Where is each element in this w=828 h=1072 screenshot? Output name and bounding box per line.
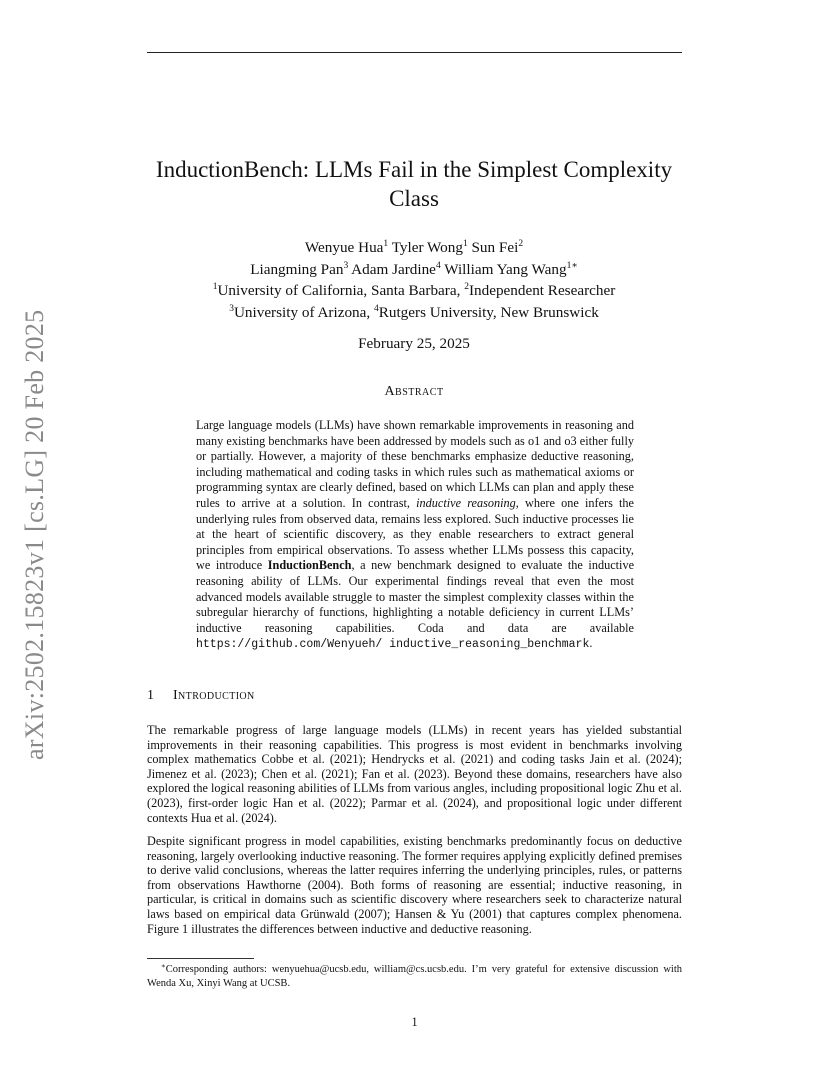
affiliation-mark: 3	[229, 303, 234, 314]
author-affiliation-mark: 1	[462, 239, 468, 249]
section-heading-introduction	[147, 688, 682, 704]
affiliation-mark: 1	[212, 282, 218, 292]
footnote-rule	[147, 958, 254, 959]
abstract-body	[196, 418, 634, 653]
author-affiliation-mark: 4	[435, 260, 441, 271]
publication-date: February 25, 2025	[358, 335, 470, 352]
affiliation-line-1	[140, 280, 688, 302]
author-affiliation-mark: 1∗	[566, 260, 578, 271]
footnote-mark: ∗	[161, 962, 166, 970]
author-block	[140, 237, 688, 323]
affiliation-mark: 2	[464, 282, 469, 292]
paper-title	[140, 155, 688, 213]
page-number: 1	[411, 1015, 418, 1029]
footnote	[147, 963, 682, 990]
author-affiliation-mark: 1	[383, 239, 389, 249]
author-name: Tyler Wong	[391, 239, 463, 256]
affiliation-text: Rutgers University, New Brunswick	[378, 303, 599, 321]
repository-link[interactable]: https://github.com/Wenyueh/ inductive_reasoning_benchmark	[196, 638, 590, 652]
abstract-emphasis: inductive reasoning	[416, 495, 516, 510]
top-rule	[147, 52, 682, 53]
affiliation-text: University of California, Santa Barbara,	[217, 282, 465, 299]
affiliation-text: Independent Researcher	[468, 282, 616, 299]
title-line-1: InductionBench: LLMs Fail in the Simplest Complexity	[155, 157, 673, 182]
footnote-text: Corresponding authors: wenyuehua@ucsb.edu, william@cs.ucsb.edu. I’m very grateful for extensive discussion with Wenda Xu, Xinyi Wang at UCSB.	[147, 964, 682, 989]
author-name: Adam Jardine	[351, 260, 436, 278]
intro-paragraph-2: Despite significant progress in model capabilities, existing benchmarks predominantly focus on deductive reasoning, largely overlooking inductive reasoning. The former requires applying explicitly defined premises to derive valid conclusions, whereas the latter requires inferring the underlying principles, rules, or patterns from observations Hawthorne (2004). Both forms of reasoning are essential; inductive reasoning, in particular, is critical in domains such as scientific discovery where researchers seek to characterize natural laws based on empirical data Grünwald (2007); Hansen & Yu (2001) that captures complex phenomena. Figure 1 illustrates the differences between inductive and deductive reasoning.	[147, 834, 682, 936]
affiliation-line-2	[140, 302, 688, 324]
author-name: Liangming Pan	[250, 260, 344, 278]
affiliation-mark: 4	[373, 303, 379, 314]
section-number: 1	[147, 688, 155, 703]
author-name: Wenyue Hua	[304, 239, 384, 256]
author-affiliation-mark: 2	[518, 239, 524, 249]
abstract-heading: Abstract	[384, 384, 444, 399]
author-name: Sun Fei	[471, 239, 519, 256]
abstract-text: .	[589, 636, 593, 651]
affiliation-text: University of Arizona,	[233, 303, 374, 321]
author-line-1	[140, 237, 688, 259]
abstract-text: , where one infers the underlying rules from observed data, remains less explored. Such inductive processes lie at the heart of scientific discovery, as they enable researchers to extract general principles from empirical observations. To assess whether LLMs possess this capacity, we introduce	[196, 495, 634, 573]
abstract-text: , a new benchmark designed to evaluate the inductive reasoning ability of LLMs. Our experimental findings reveal that even the most advanced models available struggle to master the simplest complexity classes within the subregular hierarchy of functions, highlighting a notable deficiency in current LLMs’ inductive reasoning capabilities. Coda and data are available	[196, 558, 635, 635]
abstract-text: Large language models (LLMs) have shown remarkable improvements in reasoning and many existing benchmarks have been addressed by models such as o1 and o3 either fully or partially. However, a majority of these benchmarks emphasize deductive reasoning, including mathematical and coding tasks in which rules such as mathematical axioms or programming syntax are clearly defined, based on which LLMs can plan and apply these rules to arrive at a solution. In contrast,	[196, 418, 634, 510]
title-line-2: Class	[389, 186, 439, 211]
section-title: Introduction	[173, 688, 255, 703]
author-name: William Yang Wang	[444, 260, 567, 278]
author-affiliation-mark: 3	[343, 260, 349, 271]
intro-paragraph-1: The remarkable progress of large language models (LLMs) in recent years has yielded substantial improvements in their reasoning capabilities. This progress is most evident in benchmarks involving complex mathematics Cobbe et al. (2021); Hendrycks et al. (2021) and coding tasks Jain et al. (2024); Jimenez et al. (2023); Chen et al. (2021); Fan et al. (2023). Beyond these domains, researchers have also explored the logical reasoning abilities of LLMs from various angles, including propositional logic Zhu et al. (2023), first-order logic Han et al. (2022); Parmar et al. (2024), and propositional logic under different contexts Hua et al. (2024).	[147, 723, 682, 825]
benchmark-name: InductionBench	[267, 558, 352, 573]
arxiv-identifier-stamp[interactable]: arXiv:2502.15823v1 [cs.LG] 20 Feb 2025	[20, 309, 49, 760]
author-line-2	[140, 259, 688, 281]
